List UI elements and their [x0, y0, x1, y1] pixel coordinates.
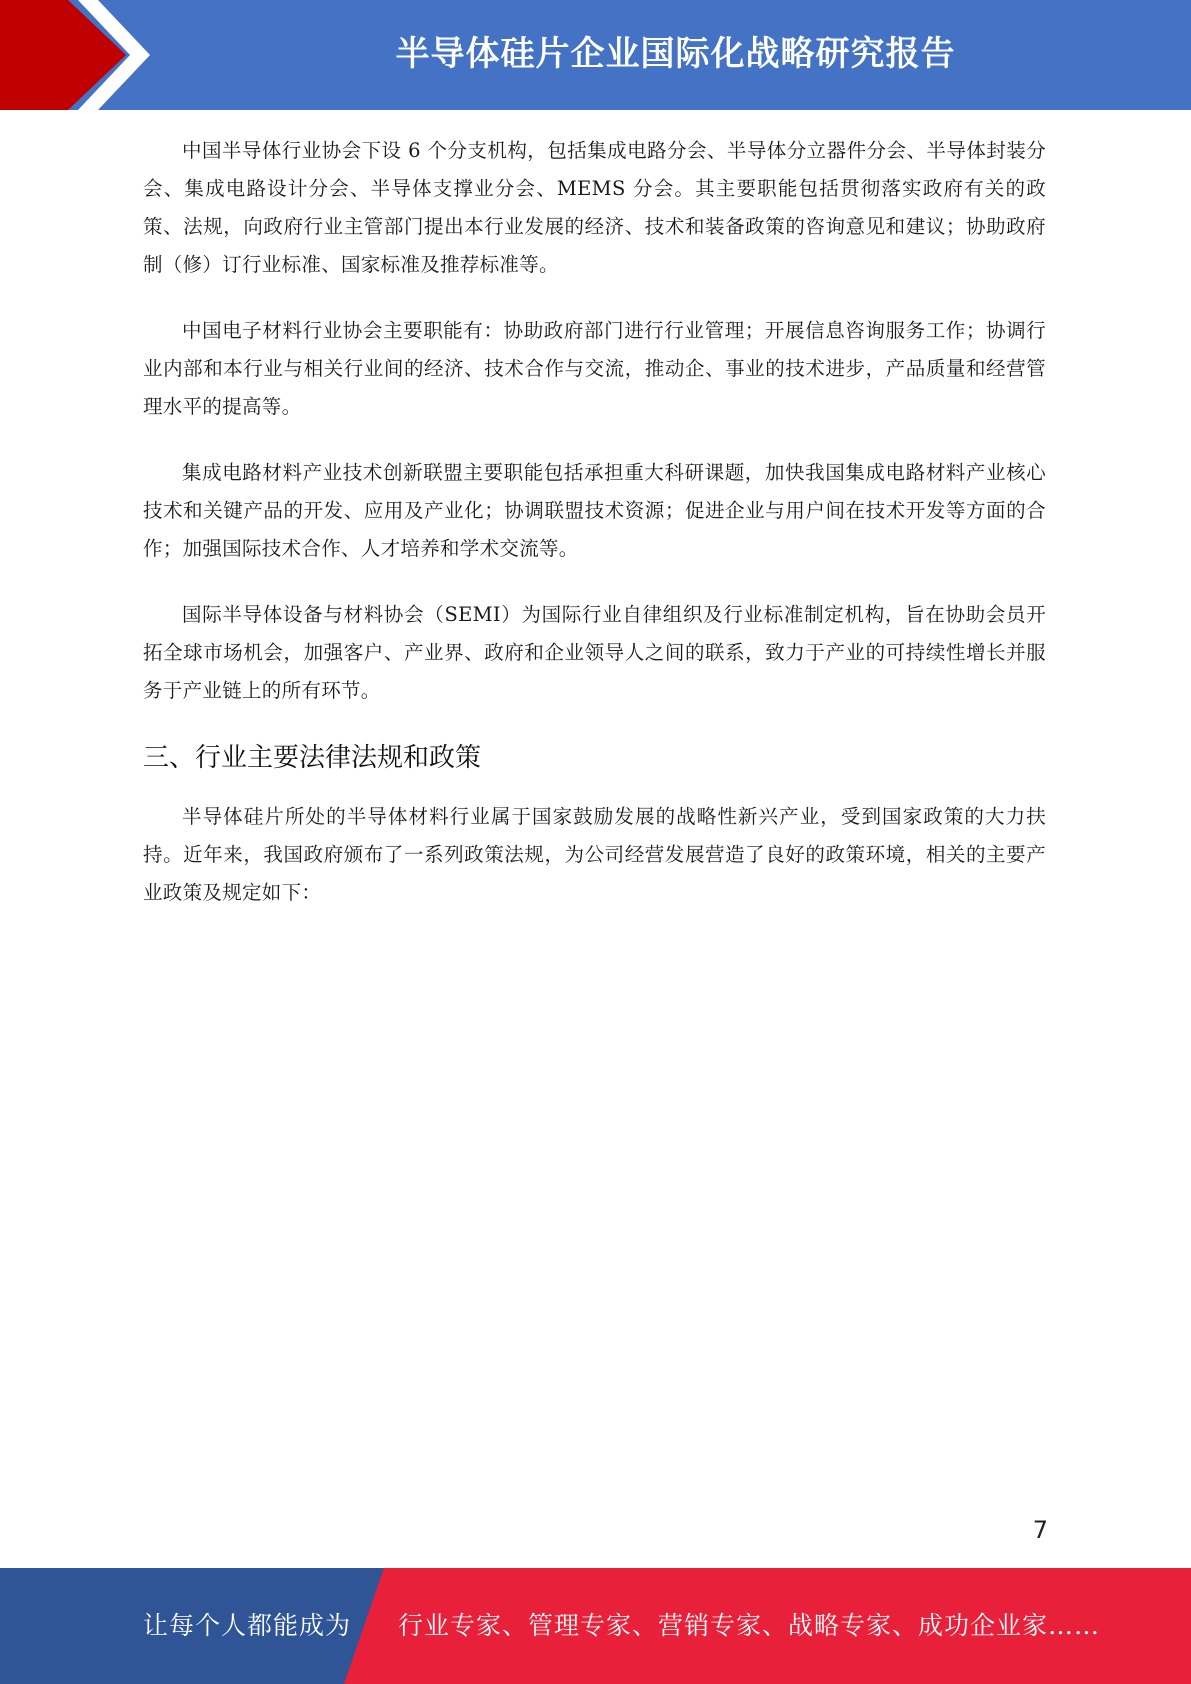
paragraph-policy-intro: 半导体硅片所处的半导体材料行业属于国家鼓励发展的战略性新兴产业，受到国家政策的大力扶持。近年来，我国政府颁布了一系列政策法规，为公司经营发展营造了良好的政策环境，相关的主要产业政策及规定如下：: [143, 805, 1046, 904]
footer-slogan-right: 行业专家、管理专家、营销专家、战略专家、成功企业家……: [398, 1611, 1101, 1640]
paragraph-semiconductor-association: 中国半导体行业协会下设 6 个分支机构，包括集成电路分会、半导体分立器件分会、半导体封装分会、集成电路设计分会、半导体支撑业分会、MEMS 分会。其主要职能包括贯彻落实政府有关的政策、法规，向政府行业主管部门提出本行业发展的经济、技术和装备政策的咨询意见和建议；协助政府制（修）订行业标准、国家标准及推荐标准等。: [143, 139, 1046, 276]
paragraph-semi: 国际半导体设备与材料协会（SEMI）为国际行业自律组织及行业标准制定机构，旨在协助会员开拓全球市场机会，加强客户、产业界、政府和企业领导人之间的联系，致力于产业的可持续性增长并服务于产业链上的所有环节。: [143, 603, 1046, 702]
page-content: [143, 132, 1046, 940]
page-number: 7: [1032, 1516, 1048, 1544]
paragraph-electronic-materials-association: 中国电子材料行业协会主要职能有：协助政府部门进行行业管理；开展信息咨询服务工作；协调行业内部和本行业与相关行业间的经济、技术合作与交流，推动企、事业的技术进步，产品质量和经营管理水平的提高等。: [143, 319, 1046, 418]
section-heading: 三、行业主要法律法规和政策: [143, 743, 482, 773]
header-banner: [0, 0, 1191, 112]
footer-banner: [0, 1568, 1191, 1684]
paragraph-ic-materials-alliance: 集成电路材料产业技术创新联盟主要职能包括承担重大科研课题，加快我国集成电路材料产业核心技术和关键产品的开发、应用及产业化；协调联盟技术资源；促进企业与用户间在技术开发等方面的合作；加强国际技术合作、人才培养和学术交流等。: [143, 461, 1046, 560]
footer-slogan-left: 让每个人都能成为: [143, 1611, 352, 1640]
report-title: 半导体硅片企业国际化战略研究报告: [395, 34, 956, 74]
